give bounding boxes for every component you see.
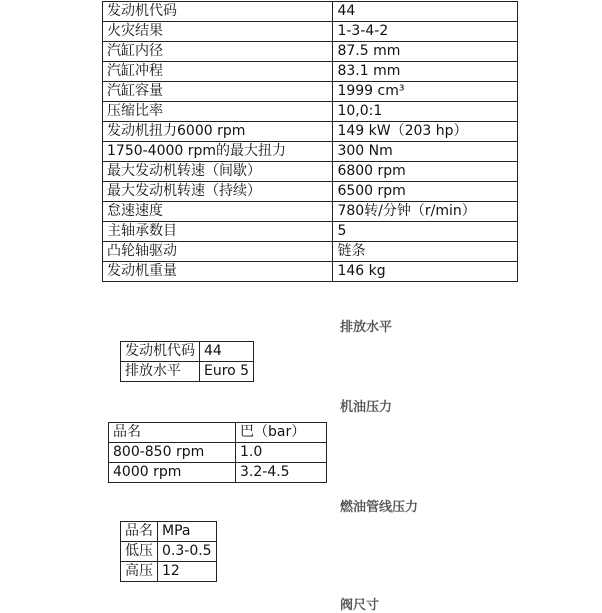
row-value: 5: [333, 222, 518, 242]
row-value: 300 Nm: [333, 142, 518, 162]
row-label: 压缩比率: [103, 102, 333, 122]
row-value: 780转/分钟（r/min）: [333, 202, 518, 222]
row-label: 主轴承数目: [103, 222, 333, 242]
row-label: 最大发动机转速（持续）: [103, 182, 333, 202]
row-value: 44: [333, 2, 518, 22]
row-value: 146 kg: [333, 262, 518, 282]
row-value: 1.0: [236, 443, 327, 463]
table-row: [103, 142, 518, 162]
row-label: 发动机代码: [103, 2, 333, 22]
table-row: [121, 542, 217, 562]
table-row: [103, 222, 518, 242]
emission-body: [121, 342, 254, 382]
row-value: 巴（bar）: [236, 423, 327, 443]
row-label: 品名: [121, 522, 158, 542]
row-label: 汽缸内径: [103, 42, 333, 62]
row-label: 品名: [109, 423, 236, 443]
table-row: [121, 562, 217, 582]
row-value: 44: [200, 342, 254, 362]
row-label: 低压: [121, 542, 158, 562]
row-value: MPa: [158, 522, 217, 542]
row-value: 87.5 mm: [333, 42, 518, 62]
emission-heading: 排放水平: [340, 320, 393, 335]
table-row: [103, 242, 518, 262]
row-value: 6500 rpm: [333, 182, 518, 202]
row-value: 0.3-0.5: [158, 542, 217, 562]
table-row: [109, 423, 327, 443]
row-label: 汽缸冲程: [103, 62, 333, 82]
table-row: [103, 202, 518, 222]
table-row: [103, 2, 518, 22]
row-label: 火灾结果: [103, 22, 333, 42]
table-row: [121, 342, 254, 362]
row-label: 发动机重量: [103, 262, 333, 282]
oil-pressure-body: [109, 423, 327, 483]
table-row: [121, 362, 254, 382]
table-row: [103, 182, 518, 202]
row-value: 链条: [333, 242, 518, 262]
oil-pressure-table: [108, 422, 327, 483]
table-row: [109, 463, 327, 483]
table-row: [121, 522, 217, 542]
valve-size-heading: 阀尺寸: [340, 598, 380, 613]
table-row: [103, 22, 518, 42]
row-label: 1750-4000 rpm的最大扭力: [103, 142, 333, 162]
row-value: 83.1 mm: [333, 62, 518, 82]
table-row: [103, 162, 518, 182]
row-label: 发动机代码: [121, 342, 200, 362]
table-row: [103, 102, 518, 122]
fuel-pressure-body: [121, 522, 217, 582]
row-label: 最大发动机转速（间歇）: [103, 162, 333, 182]
row-value: 149 kW（203 hp）: [333, 122, 518, 142]
row-label: 高压: [121, 562, 158, 582]
oil-pressure-heading: 机油压力: [340, 400, 393, 415]
row-value: 12: [158, 562, 217, 582]
row-value: Euro 5: [200, 362, 254, 382]
table-row: [103, 262, 518, 282]
table-row: [103, 122, 518, 142]
fuel-pressure-heading: 燃油管线压力: [340, 500, 419, 515]
row-value: 3.2-4.5: [236, 463, 327, 483]
table-row: [103, 42, 518, 62]
engine-spec-body: [103, 2, 518, 282]
row-value: 1999 cm³: [333, 82, 518, 102]
row-label: 汽缸容量: [103, 82, 333, 102]
row-label: 排放水平: [121, 362, 200, 382]
row-label: 发动机扭力6000 rpm: [103, 122, 333, 142]
row-value: 6800 rpm: [333, 162, 518, 182]
row-value: 1-3-4-2: [333, 22, 518, 42]
row-label: 800-850 rpm: [109, 443, 236, 463]
engine-spec-table: [102, 1, 518, 282]
table-row: [103, 62, 518, 82]
row-value: 10,0:1: [333, 102, 518, 122]
row-label: 怠速速度: [103, 202, 333, 222]
table-row: [103, 82, 518, 102]
table-row: [109, 443, 327, 463]
fuel-pressure-table: [120, 521, 217, 582]
emission-table: [120, 341, 254, 382]
row-label: 凸轮轴驱动: [103, 242, 333, 262]
row-label: 4000 rpm: [109, 463, 236, 483]
